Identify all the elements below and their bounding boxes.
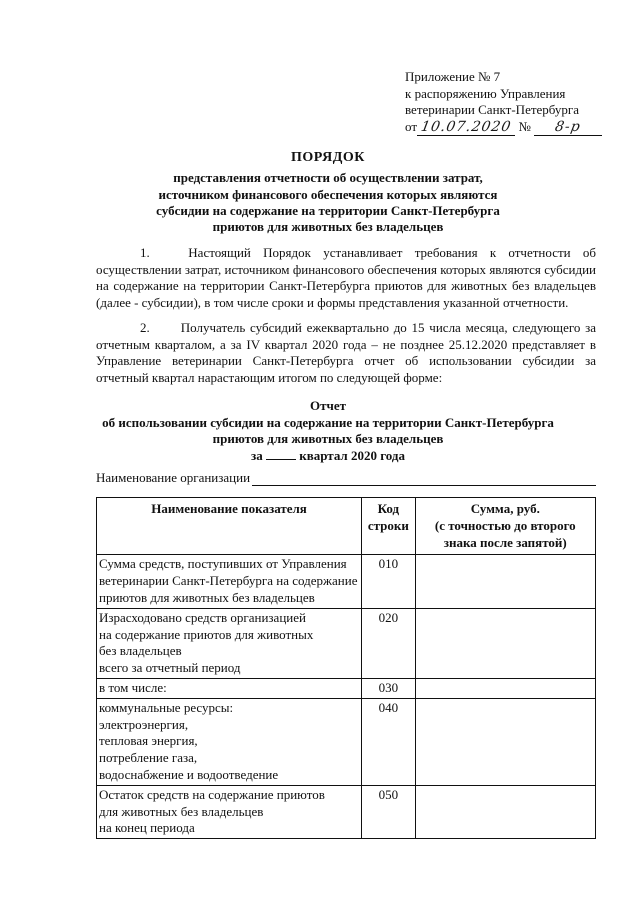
- report-title-line-2: об использовании субсидии на содержание на территории Санкт-Петербурга: [102, 414, 554, 430]
- table-header-row: [97, 498, 596, 555]
- appendix-line-3: ветеринарии Санкт-Петербурга: [405, 102, 580, 117]
- appendix-date-number-line: [405, 119, 602, 137]
- document-title: [60, 150, 596, 235]
- organization-blank: [252, 473, 596, 486]
- appendix-line-2: к распоряжению Управления: [405, 85, 566, 101]
- handwritten-date: 10.07.2020: [417, 119, 515, 137]
- row-code-cell: 010: [362, 555, 415, 608]
- paragraph-2-text: Получатель субсидий ежеквартально до 15 числа месяца, следующего за отчетным кварталом, а за IV квартал 2020 года – не позднее 25.12.2020 представляет в Управление ветеринарии Санкт-Петербурга отчет об использовании субсидии за отчетный квартал нарастающим итогом по следующей форме:: [96, 320, 597, 386]
- indicator-name-line: водоснабжение и водоотведение: [99, 766, 279, 782]
- paragraph-1-number: 1.: [140, 245, 150, 260]
- paragraph-1: [96, 245, 596, 312]
- title-line-1: представления отчетности об осуществлении затрат,: [173, 170, 483, 186]
- paragraph-1-text: Настоящий Порядок устанавливает требования к отчетности об осуществлении затрат, источником финансового обеспечения которых являются субсидии на содержание на территории Санкт-Петербурга приютов для животных без владельцев (далее - субсидии), в том числе сроки и формы представления указанной отчетности.: [96, 245, 596, 311]
- report-title-line-1: Отчет: [310, 398, 346, 413]
- indicator-name-line: на содержание приютов для животных: [99, 626, 314, 642]
- organization-name-line: [96, 470, 596, 486]
- title-line-2: источником финансового обеспечения которых являются: [158, 186, 498, 202]
- indicator-name-line: потребление газа,: [99, 750, 198, 766]
- row-code-cell: 030: [362, 678, 415, 698]
- table-row: [97, 678, 596, 698]
- header-code: Код строки: [362, 498, 415, 555]
- row-code-cell: 020: [362, 608, 415, 678]
- quarter-prefix: за: [250, 448, 263, 464]
- appendix-block: [405, 69, 602, 136]
- table-row: [97, 698, 596, 785]
- organization-label: Наименование организации: [96, 470, 251, 485]
- amount-cell: [415, 608, 595, 678]
- indicator-name-line: приютов для животных без владельцев: [99, 589, 315, 605]
- header-name: Наименование показателя: [97, 498, 362, 555]
- header-sum: Сумма, руб. (с точностью до второго знака после запятой): [415, 498, 595, 555]
- title-main: ПОРЯДОК: [291, 150, 365, 165]
- indicator-name-line: на конец периода: [99, 820, 195, 836]
- table-row: [97, 555, 596, 608]
- amount-cell: [415, 785, 595, 838]
- indicator-name-line: Остаток средств на содержание приютов: [99, 786, 325, 802]
- indicator-name-line: коммунальные ресурсы:: [99, 699, 234, 715]
- indicator-name-cell: [97, 678, 362, 698]
- indicator-name-line: в том числе:: [99, 679, 167, 695]
- row-code-cell: 050: [362, 785, 415, 838]
- indicator-name-line: без владельцев: [99, 643, 182, 659]
- indicator-name-line: для животных без владельцев: [99, 803, 264, 819]
- paragraph-2-number: 2.: [140, 320, 150, 335]
- indicator-name-line: Израсходовано средств организацией: [99, 609, 306, 625]
- indicator-name-line: всего за отчетный период: [99, 660, 241, 676]
- indicator-name-cell: [97, 608, 362, 678]
- title-line-4: приютов для животных без владельцев: [212, 219, 444, 235]
- indicator-name-cell: [97, 555, 362, 608]
- report-table: [96, 497, 596, 839]
- report-title-line-4: [60, 448, 596, 465]
- indicator-name-line: тепловая энергия,: [99, 733, 198, 749]
- handwritten-number: 8-р: [534, 119, 602, 137]
- title-line-3: субсидии на содержание на территории Санкт-Петербурга: [156, 202, 500, 218]
- indicator-name-cell: [97, 698, 362, 785]
- report-title-line-3: приютов для животных без владельцев: [212, 431, 444, 447]
- indicator-name-cell: [97, 785, 362, 838]
- table-row: [97, 785, 596, 838]
- row-code-cell: 040: [362, 698, 415, 785]
- from-label: от: [405, 118, 418, 134]
- report-table-body: [97, 555, 596, 839]
- appendix-line-1: Приложение № 7: [405, 69, 501, 84]
- indicator-name-line: ветеринарии Санкт-Петербурга на содержание: [99, 573, 358, 589]
- indicator-name-line: Сумма средств, поступивших от Управления: [99, 556, 347, 572]
- indicator-name-line: электроэнергия,: [99, 716, 189, 732]
- paragraph-2: [96, 320, 596, 387]
- quarter-suffix: квартал 2020 года: [299, 448, 406, 464]
- amount-cell: [415, 698, 595, 785]
- number-label: №: [518, 118, 531, 134]
- report-title: [60, 398, 596, 465]
- amount-cell: [415, 555, 595, 608]
- amount-cell: [415, 678, 595, 698]
- table-row: [97, 608, 596, 678]
- quarter-blank: [266, 459, 296, 460]
